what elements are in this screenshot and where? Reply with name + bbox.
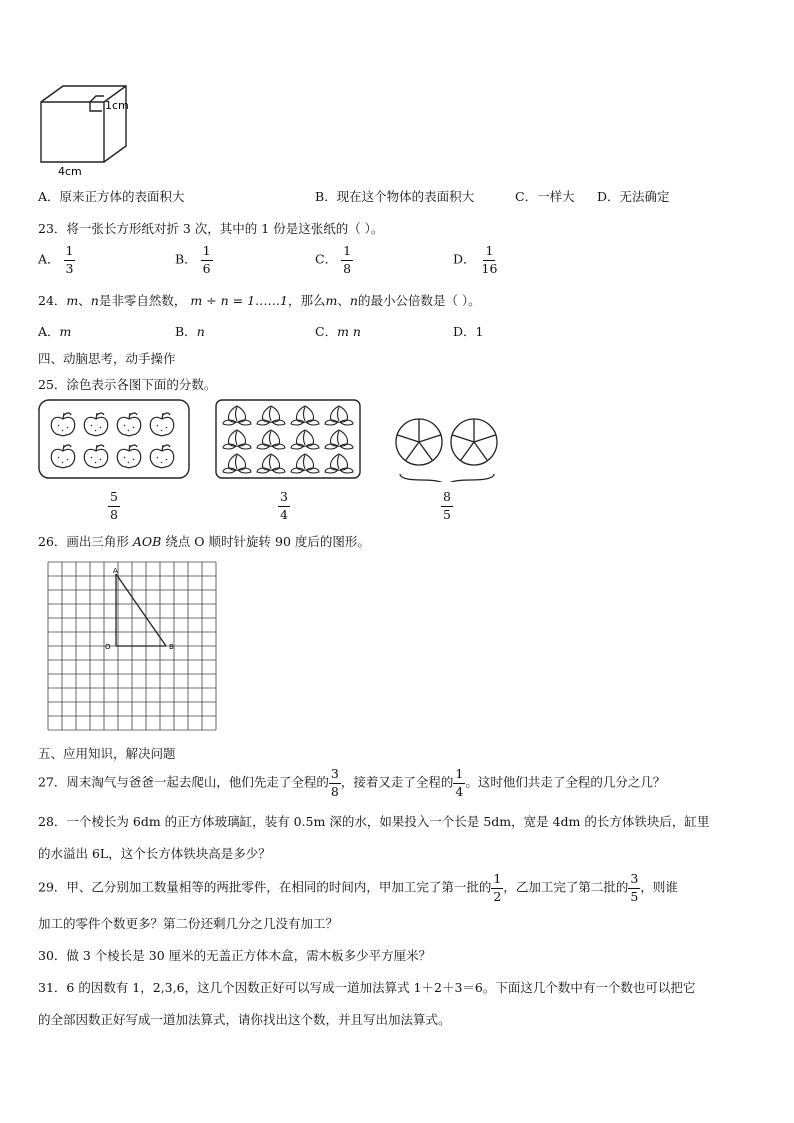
- rotation-grid[interactable]: [46, 560, 220, 734]
- apple-icon[interactable]: [150, 413, 173, 436]
- cube-bottom-label: 4cm: [58, 165, 82, 178]
- q27-fraction-2: [453, 768, 465, 798]
- fraction-denominator: 5: [630, 888, 639, 904]
- fraction-numerator: 1: [483, 245, 495, 261]
- point-b-label: B: [169, 643, 174, 651]
- peach-icon[interactable]: [223, 406, 251, 425]
- q27-text-1: 27．周末淘气与爸爸一起去爬山，他们先走了全程的: [38, 774, 329, 790]
- point-a-label: A: [113, 567, 118, 575]
- q24-option-d[interactable]: [453, 322, 483, 340]
- q23-option-a-fraction: [64, 245, 76, 275]
- q23-option-b-fraction: [201, 245, 213, 275]
- q29-fraction-2: [628, 873, 640, 903]
- apple-icon[interactable]: [51, 445, 74, 468]
- q27-stem: [38, 768, 665, 798]
- fraction-denominator: 4: [280, 506, 288, 522]
- fraction-denominator: 16: [481, 260, 498, 276]
- q23-option-a[interactable]: [38, 245, 75, 275]
- q28-line-1: 28．一个棱长为 6dm 的正方体玻璃缸，装有 0.5m 深的水，如果投入一个长是 5dm，宽是 4dm 的长方体铁块后，缸里: [38, 814, 710, 829]
- peach-icon[interactable]: [223, 454, 251, 473]
- peach-icon[interactable]: [325, 406, 353, 425]
- apple-icon[interactable]: [84, 445, 107, 468]
- apple-icon[interactable]: [51, 413, 74, 436]
- q24-sep: 、: [78, 293, 91, 308]
- q23-option-c-label: C．: [315, 251, 338, 267]
- q22-option-a[interactable]: A．原来正方体的表面积大: [38, 189, 185, 204]
- q25-fraction-1: [108, 491, 120, 521]
- fraction-numerator: 8: [441, 491, 453, 507]
- q28-line-2: 的水溢出 6L，这个长方体铁块高是多少？: [38, 846, 271, 861]
- q24-text-2: ，那么: [288, 293, 326, 308]
- q24-option-c[interactable]: [315, 322, 361, 340]
- q23-option-b-label: B．: [175, 251, 197, 267]
- fraction-numerator: 1: [341, 245, 353, 261]
- q29-text-2: ，乙加工完了第二批的: [503, 879, 629, 895]
- fraction-numerator: 3: [329, 768, 341, 784]
- apples-box[interactable]: [38, 399, 190, 479]
- q23-option-d-label: D．: [453, 251, 476, 267]
- cube-figure: [36, 82, 136, 178]
- q24-sep: 、: [337, 293, 350, 308]
- q27-text-2: ，接着又走了全程的: [340, 774, 454, 790]
- q29-text-1: 29．甲、乙分别加工数量相等的两批零件，在相同的时间内，甲加工完了第一批的: [38, 879, 492, 895]
- q22-option-b[interactable]: B．现在这个物体的表面积大: [315, 189, 475, 204]
- peach-icon[interactable]: [257, 454, 285, 473]
- apple-icon[interactable]: [150, 445, 173, 468]
- q24-option-a[interactable]: [38, 322, 71, 340]
- q23-option-d-fraction: [480, 245, 500, 275]
- circle-2[interactable]: [451, 419, 497, 465]
- q24-text-1: 是非零自然数，: [98, 293, 187, 308]
- triangle-name: AOB: [132, 534, 162, 549]
- q24-text-3: 的最小公倍数是（ ）。: [357, 293, 481, 308]
- apple-icon[interactable]: [117, 413, 140, 436]
- apple-icon[interactable]: [117, 445, 140, 468]
- q24-option-c-value: m n: [337, 324, 361, 339]
- fraction-denominator: 5: [443, 506, 451, 522]
- q31-line-2: 的全部因数正好写成一道加法算式，请你找出这个数，并且写出加法算式。: [38, 1012, 451, 1027]
- q26-text-2: 绕点 O 顺时针旋转 90 度后的图形。: [161, 534, 370, 549]
- q29-line-2: 加工的零件个数更多？第二份还剩几分之几没有加工？: [38, 916, 339, 931]
- q24-stem: [38, 291, 481, 309]
- section-5-heading: 五、应用知识，解决问题: [38, 746, 176, 761]
- q23-option-c-fraction: [341, 245, 353, 275]
- fraction-numerator: 3: [278, 491, 290, 507]
- q30-stem: 30．做 3 个棱长是 30 厘米的无盖正方体木盒，需木板多少平方厘米？: [38, 948, 432, 963]
- q24-option-b-label: B．: [175, 324, 197, 339]
- q24-number: 24．: [38, 293, 67, 308]
- peach-icon[interactable]: [257, 406, 285, 425]
- cube-edge-label: 1cm: [105, 99, 129, 112]
- q29-line-1: [38, 873, 678, 903]
- q25-stem: 25．涂色表示各图下面的分数。: [38, 377, 217, 392]
- fraction-denominator: 8: [330, 783, 339, 799]
- peach-icon[interactable]: [257, 430, 285, 449]
- circles-figure[interactable]: [392, 412, 504, 482]
- var-m: m: [325, 293, 338, 308]
- apple-icon[interactable]: [84, 413, 107, 436]
- peaches-box[interactable]: [215, 399, 361, 479]
- q27-fraction-1: [329, 768, 341, 798]
- q24-expression: m ÷ n = 1……1: [190, 293, 288, 308]
- q22-option-d[interactable]: D．无法确定: [597, 189, 670, 204]
- fraction-numerator: 5: [108, 491, 120, 507]
- q31-line-1: 31．6 的因数有 1，2,3,6，这几个因数正好可以写成一道加法算式 1＋2＋3＝6。下面这几个数中有一个数也可以把它: [38, 980, 696, 995]
- fraction-denominator: 8: [110, 506, 118, 522]
- fraction-numerator: 1: [201, 245, 213, 261]
- q24-option-d-label: D．: [453, 324, 476, 339]
- fraction-denominator: 2: [493, 888, 502, 904]
- peach-icon[interactable]: [291, 430, 319, 449]
- fraction-denominator: 8: [343, 260, 352, 276]
- q23-stem: 23．将一张长方形纸对折 3 次，其中的 1 份是这张纸的（ ）。: [38, 221, 384, 236]
- q26-stem: [38, 532, 370, 550]
- section-4-heading: 四、动脑思考，动手操作: [38, 351, 176, 366]
- peach-icon[interactable]: [325, 430, 353, 449]
- fraction-numerator: 3: [628, 873, 640, 889]
- q23-option-d[interactable]: [453, 245, 499, 275]
- point-o-label: O: [105, 643, 111, 651]
- fraction-numerator: 1: [64, 245, 76, 261]
- q24-option-a-label: A．: [38, 324, 60, 339]
- q25-fraction-3: [441, 491, 453, 521]
- fraction-denominator: 6: [202, 260, 211, 276]
- fraction-numerator: 1: [491, 873, 503, 889]
- q27-text-3: 。这时他们共走了全程的几分之几？: [465, 774, 666, 790]
- peach-icon[interactable]: [223, 430, 251, 449]
- q24-option-a-value: m: [59, 324, 72, 339]
- q25-fraction-2: [278, 491, 290, 521]
- fraction-denominator: 4: [455, 783, 464, 799]
- peach-icon[interactable]: [291, 406, 319, 425]
- q24-option-d-value: 1: [475, 324, 484, 339]
- q29-fraction-1: [491, 873, 503, 903]
- q24-option-b[interactable]: [175, 322, 205, 340]
- q26-text-1: 26．画出三角形: [38, 534, 133, 549]
- q22-option-c[interactable]: C．一样大: [515, 189, 575, 204]
- peach-icon[interactable]: [291, 454, 319, 473]
- circle-1[interactable]: [396, 419, 442, 465]
- q23-option-a-label: A．: [38, 251, 60, 267]
- q24-option-b-value: n: [196, 324, 205, 339]
- q29-text-3: ，则谁: [640, 879, 678, 895]
- q24-option-c-label: C．: [315, 324, 338, 339]
- q23-option-b[interactable]: [175, 245, 213, 275]
- brace: [400, 474, 494, 482]
- fraction-numerator: 1: [453, 768, 465, 784]
- peach-icon[interactable]: [325, 454, 353, 473]
- q23-option-c[interactable]: [315, 245, 353, 275]
- var-n: n: [90, 293, 99, 308]
- var-n: n: [349, 293, 358, 308]
- fraction-denominator: 3: [65, 260, 74, 276]
- var-m: m: [66, 293, 79, 308]
- triangle-aob: [116, 574, 166, 646]
